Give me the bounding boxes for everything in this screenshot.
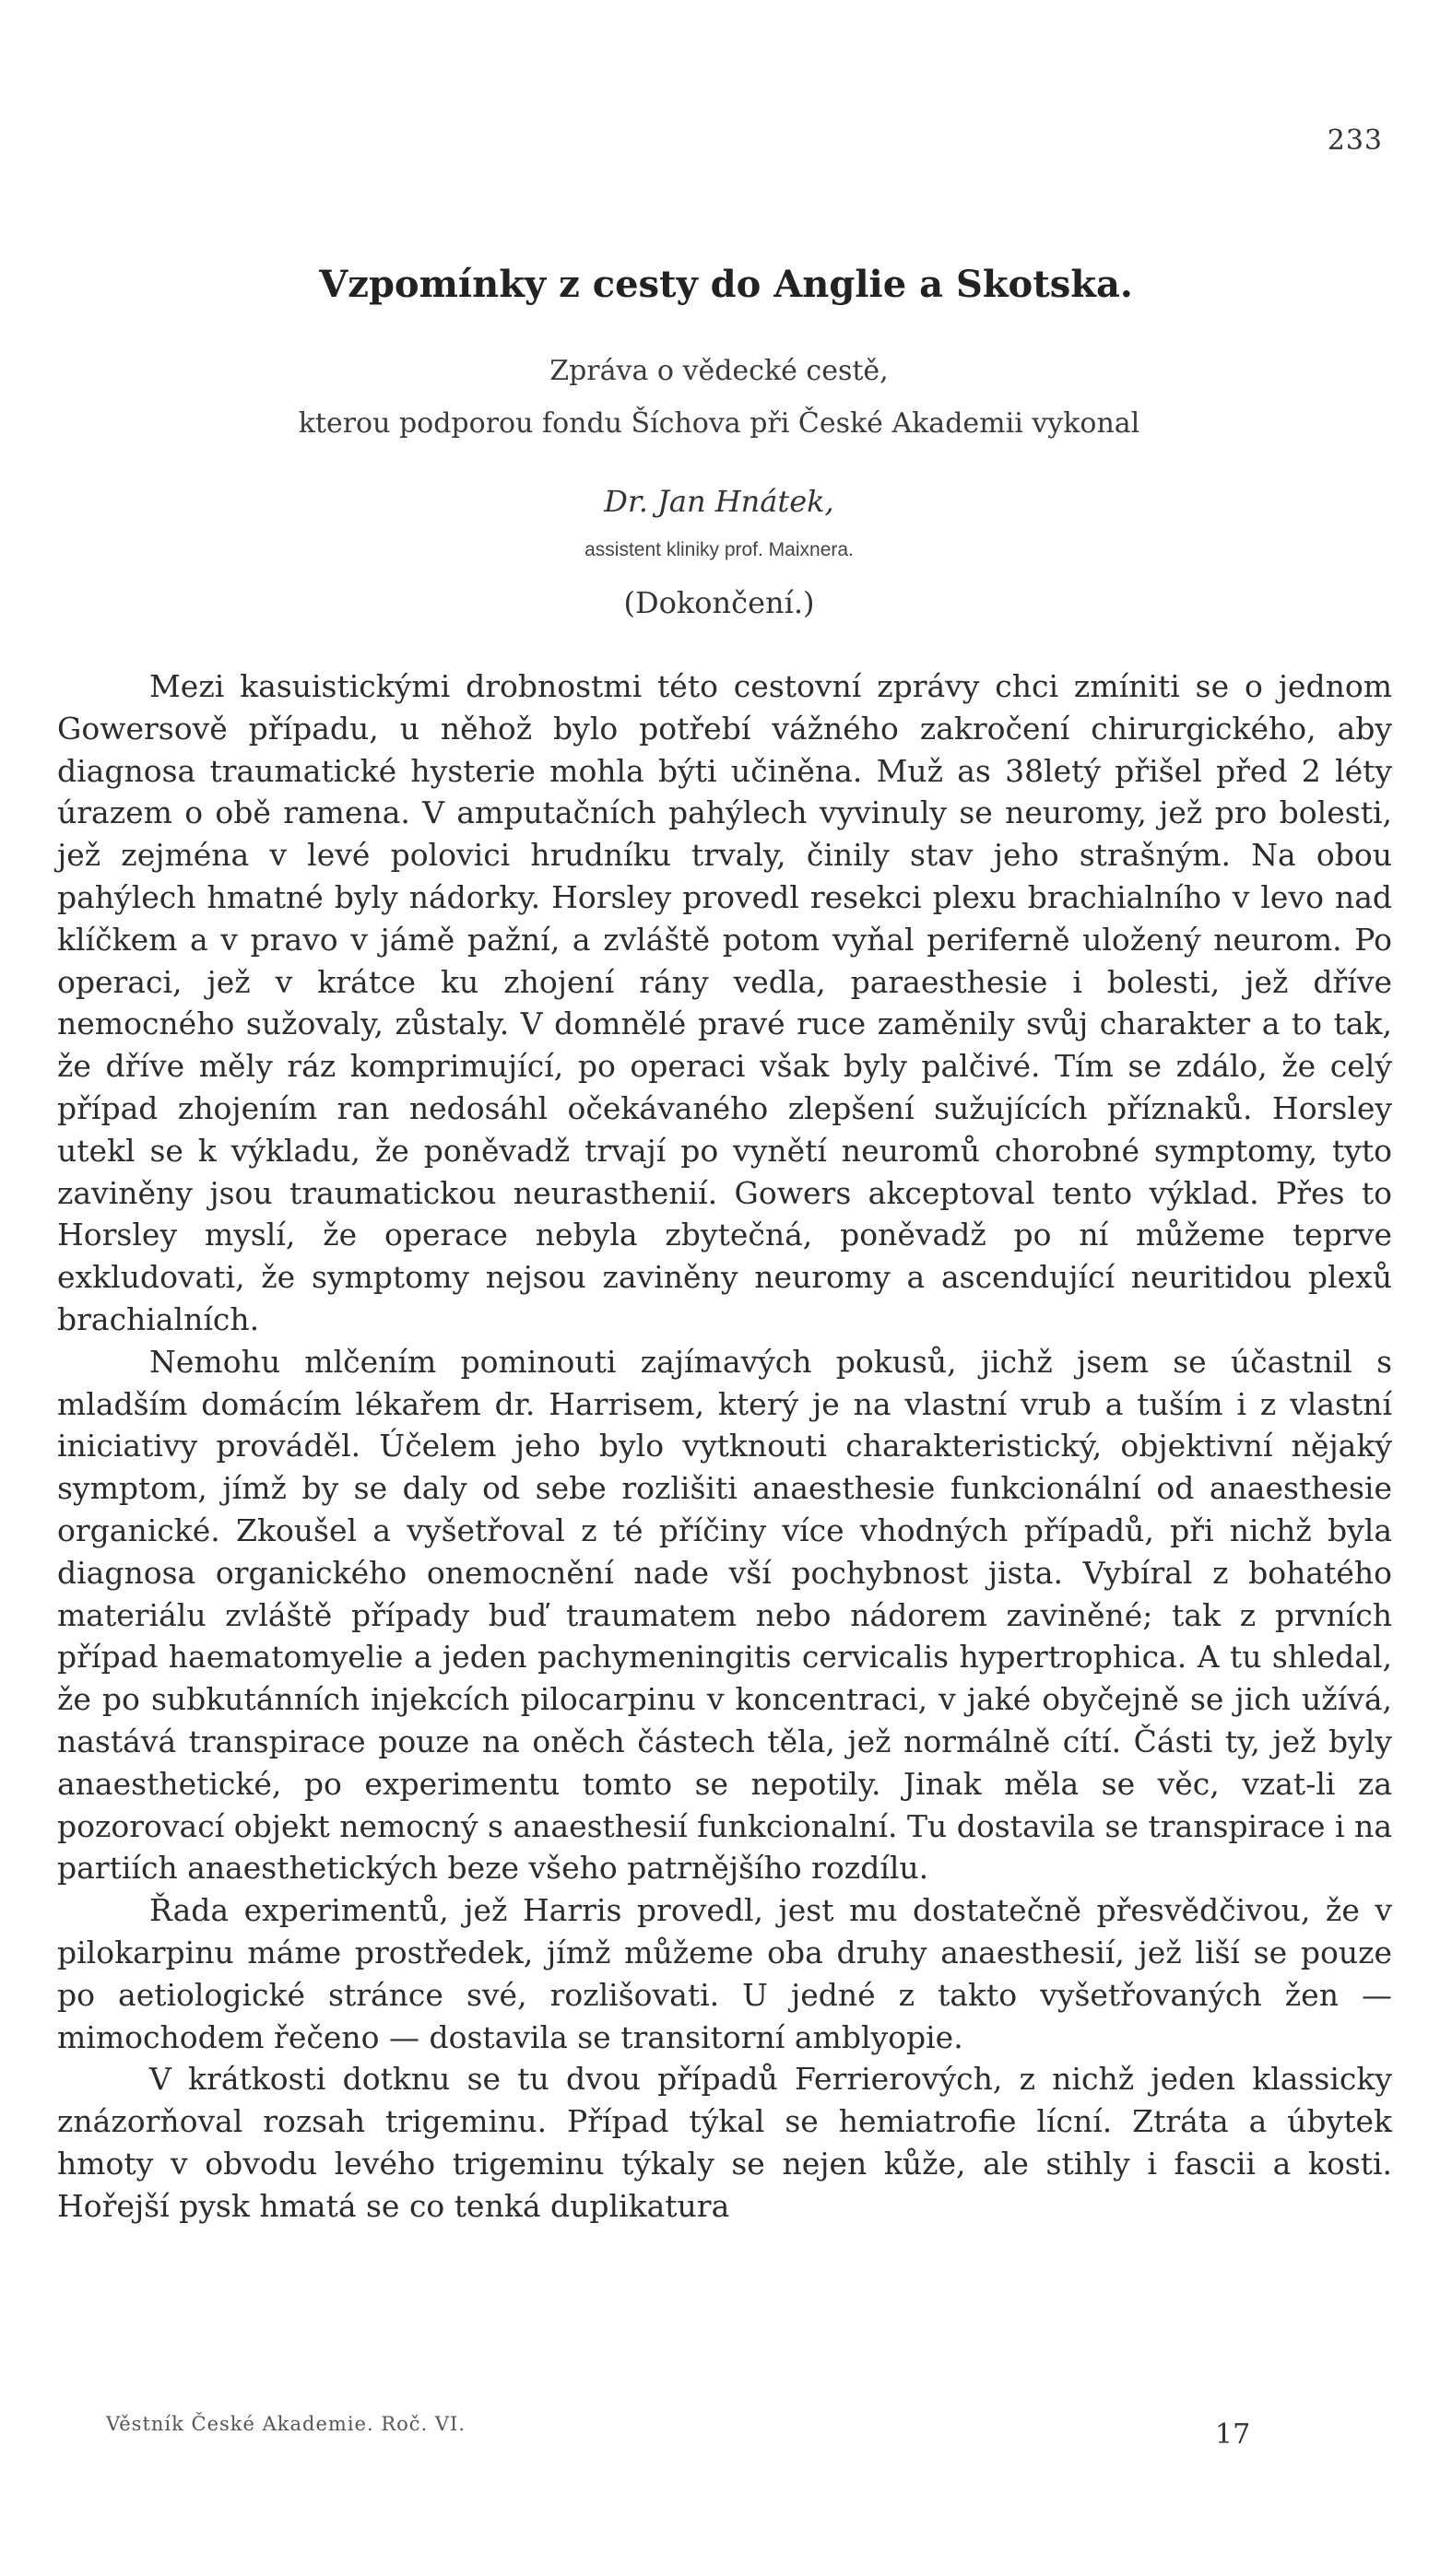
paragraph-2: Nemohu mlčením pominouti zajímavých pokusů, jichž jsem se účastnil s mladším domácím lékařem dr. Harrisem, který je na vlastní vrub a tuším i z vlastní iniciativy prováděl. Účelem jeho bylo vytknouti charakteristický, objektivní nějaký symptom, jímž by se daly od sebe rozlišiti anaesthesie funkcionální od anaesthesie organické. Zkoušel a vyšetřoval z té příčiny více vhodných případů, při nichž byla diagnosa organického onemocnění nade vší pochybnost jista. Vybíral z bohatého materiálu zvláště případy buď traumatem nebo nádorem zaviněné; tak z prvních případ haematomyelie a jeden pachymeningitis cervicalis hypertrophica. A tu shledal, že po subkutánních injekcích pilocarpinu v koncentraci, v jaké obyčejně se jich užívá, nastává transpirace pouze na oněch částech těla, jež normálně cítí. Části ty, jež byly anaesthetické, po experimentu tomto se nepotily. Jinak měla se věc, vzat-li za pozorovací objekt nemocný s anaesthesií funkcionalní. Tu dostavila se transpirace i na partiích anaesthetických beze všeho patrnějšího rozdílu. xyxy=(57,1343,1392,1887)
subtitle-line-1: Zpráva o vědecké cestě, xyxy=(549,355,889,387)
paragraph-4: V krátkosti dotknu se tu dvou případů Ferrierových, z nichž jeden klassicky znázorňoval rozsah trigeminu. Případ týkal se hemiatrofie lícní. Ztráta a úbytek hmoty v obvodu levého trigeminu týkaly se nejen kůže, ale stihly i fascii a kosti. Hořejší pysk hmatá se co tenká duplikatura xyxy=(57,2061,1392,2224)
article-title: Vzpomínky z cesty do Anglie a Skotska. xyxy=(319,263,1133,306)
author-name: Dr. Jan Hnátek, xyxy=(604,484,834,519)
paragraph-1: Mezi kasuistickými drobnostmi této cestovní zprávy chci zmíniti se o jednom Gowersově případu, u něhož bylo potřebí vážného zakročení chirurgického, aby diagnosa traumatické hysterie mohla býti učiněna. Muž as 38letý přišel před 2 léty úrazem o obě ramena. V amputačních pahýlech vyvinuly se neuromy, jež pro bolesti, jež zejména v levé polovici hrudníku trvaly, činily stav jeho strašným. Na obou pahýlech hmatné byly nádorky. Horsley provedl resekci plexu brachialního v levo nad klíčkem a v pravo v jámě pažní, a zvláště potom vyňal periferně uložený neurom. Po operaci, jež v krátce ku zhojení rány vedla, paraesthesie i bolesti, jež dříve nemocného sužovaly, zůstaly. V domnělé pravé ruce zaměnily svůj charakter a to tak, že dříve měly ráz komprimující, po operaci však byly palčivé. Tím se zdálo, že celý případ zhojením ran nedosáhl očekávaného zlepšení sužujících příznaků. Horsley utekl se k výkladu, že poněvadž trvají po vynětí neuromů chorobné symptomy, tyto zaviněny jsou traumatickou neurasthenií. Gowers akceptoval tento výklad. Přes to Horsley myslí, že operace nebyla zbytečná, poněvadž po ní můžeme teprve exkludovati, že symptomy nejsou zaviněny neuromy a ascendující neuritidou plexů brachialních. xyxy=(57,668,1392,1337)
subtitle-line-2: kterou podporou fondu Šíchova při České Akademii vykonal xyxy=(298,407,1140,440)
article-body xyxy=(57,665,1392,2227)
journal-footer: Věstník České Akademie. Roč. VI. xyxy=(106,2413,466,2435)
paragraph-3: Řada experimentů, jež Harris provedl, jest mu dostatečně přesvědčivou, že v pilokarpinu máme prostředek, jímž můžeme oba druhy anaesthesií, jež liší se pouze po aetiologické stránce své, rozlišovati. U jedné z takto vyšetřovaných žen — mimochodem řečeno — dostavila se transitorní amblyopie. xyxy=(57,1892,1392,2055)
signature-mark: 17 xyxy=(1215,2418,1251,2451)
author-affiliation: assistent kliniky prof. Maixnera. xyxy=(584,539,854,560)
continuation-note: (Dokončení.) xyxy=(623,585,815,620)
page-number: 233 xyxy=(1327,124,1383,157)
